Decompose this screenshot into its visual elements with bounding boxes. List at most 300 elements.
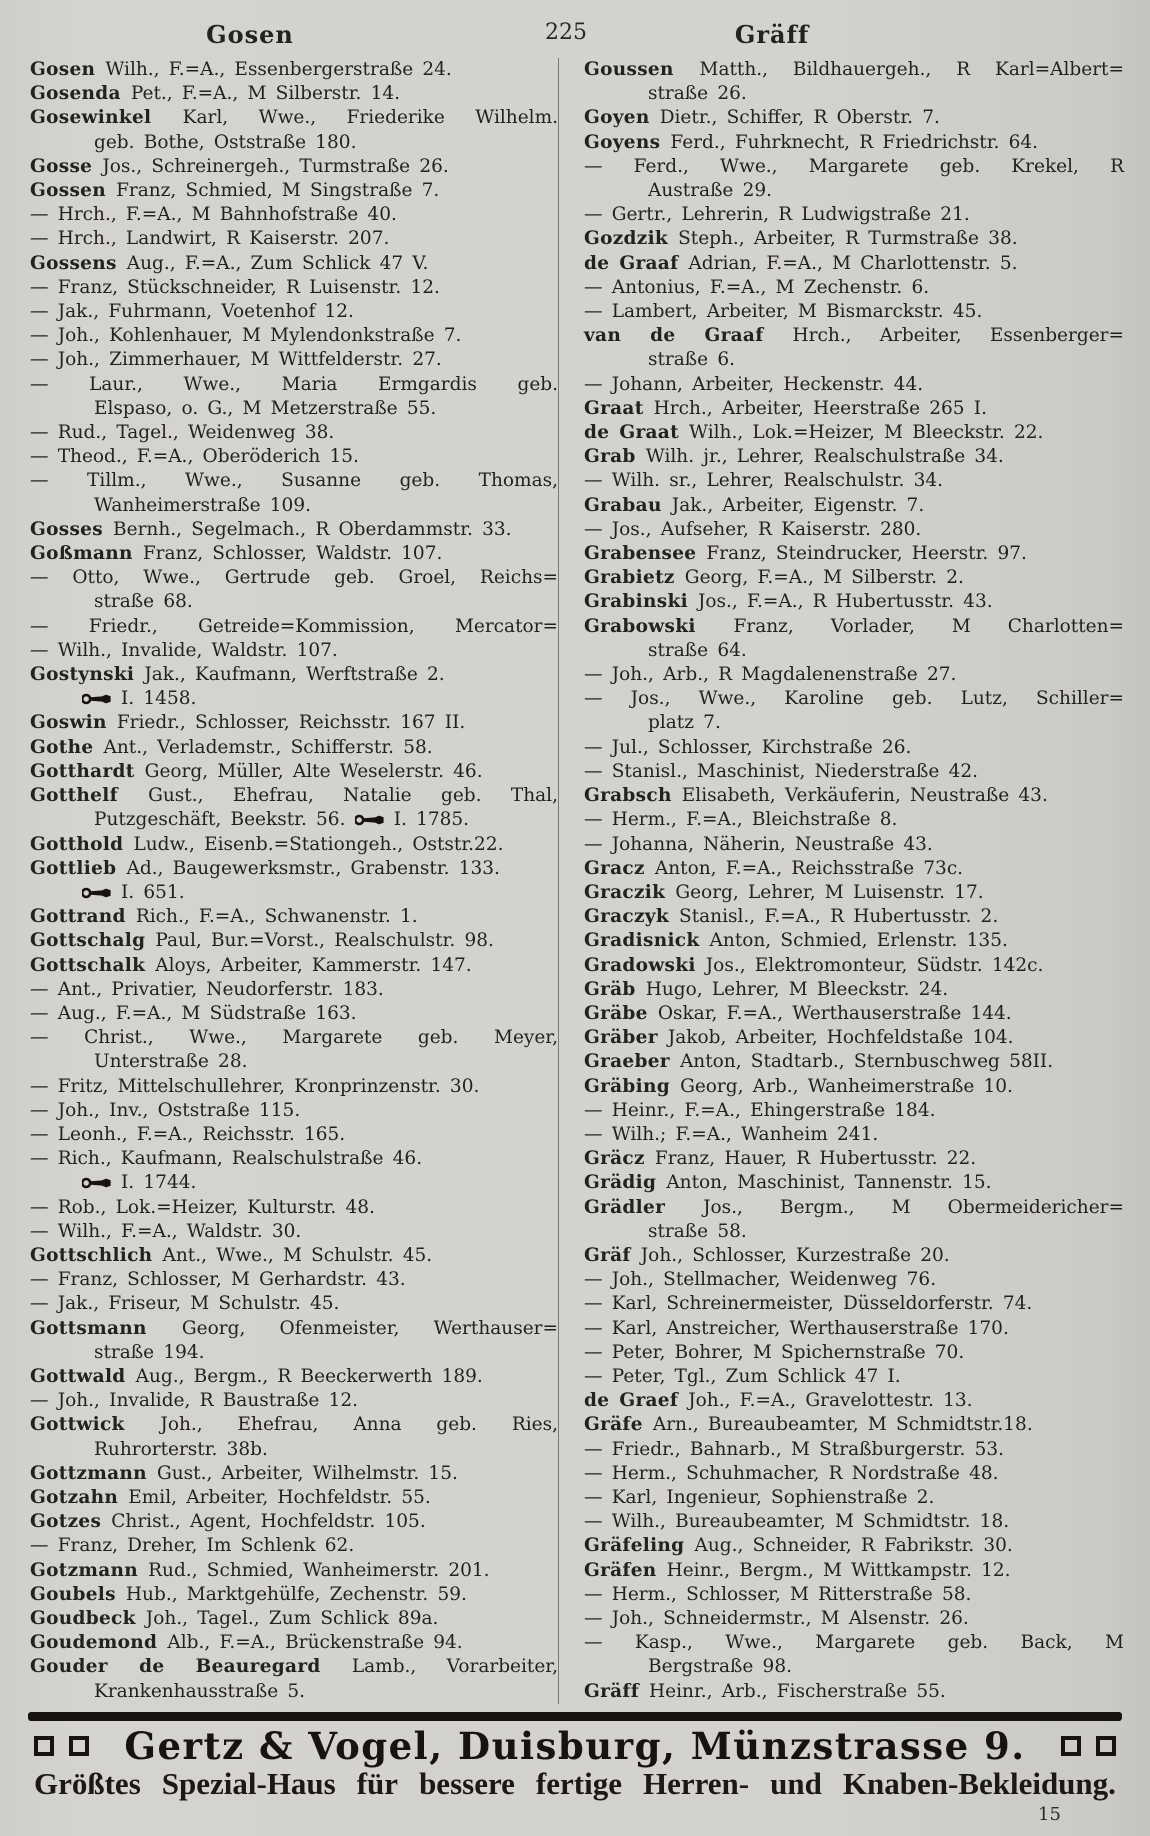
- entry-main-line: [584, 857, 1124, 881]
- entry-text: Aug., Bergm., R Beeckerwerth 189.: [135, 1365, 483, 1387]
- entry-surname: Gostynski: [30, 664, 145, 686]
- entry-text: Gust., Arbeiter, Wilhelmstr. 15.: [156, 1462, 458, 1484]
- entry-surname: Goyens: [584, 131, 671, 153]
- entry-text: — Friedr., Bahnarb., M Straßburgerstr. 53.: [584, 1438, 1005, 1460]
- entry-text: Aloys, Arbeiter, Kammerstr. 147.: [155, 954, 472, 976]
- entry-main-line: [584, 1292, 1124, 1316]
- entry-continuation-line: straße 194.: [94, 1341, 205, 1363]
- entry-main-line: [30, 857, 558, 881]
- directory-entry: [584, 227, 1124, 251]
- directory-entry: [584, 58, 1124, 106]
- entry-main-line: [30, 929, 558, 953]
- entry-surname: van de Graaf: [584, 325, 793, 347]
- directory-entry: [584, 1438, 1124, 1462]
- directory-entry: [584, 1292, 1124, 1316]
- directory-entry: [584, 808, 1124, 832]
- entry-text: — Hrch., Landwirt, R Kaiserstr. 207.: [30, 228, 390, 250]
- directory-entry: [30, 469, 558, 517]
- entry-main-line: [584, 1268, 1124, 1292]
- directory-entry: [30, 179, 558, 203]
- entry-text: Franz, Schmied, M Singstraße 7.: [116, 180, 440, 202]
- entry-text: — Rob., Lok.=Heizer, Kulturstr. 48.: [30, 1196, 375, 1218]
- entry-text: — Karl, Anstreicher, Werthauserstraße 170.: [584, 1317, 1009, 1339]
- entry-main-line: [30, 1486, 558, 1510]
- phone-number: I. 1744.: [121, 1172, 197, 1194]
- phone-number: I. 1785.: [393, 809, 470, 831]
- entry-main-line: [30, 833, 558, 857]
- directory-entry: [584, 1147, 1124, 1171]
- entry-main-line: [584, 1583, 1124, 1607]
- entry-surname: Graat: [584, 397, 654, 419]
- entry-surname: Gossens: [30, 252, 127, 274]
- entry-text: Adrian, F.=A., M Charlottenstr. 5.: [688, 252, 1018, 274]
- entry-surname: Gotzes: [30, 1511, 112, 1533]
- entry-main-line: [584, 1026, 1124, 1050]
- directory-entry: [30, 1510, 558, 1534]
- entry-text: Wilh., Lok.=Heizer, M Bleeckstr. 22.: [689, 422, 1044, 444]
- entry-text: Jak., Kaufmann, Werftstraße 2.: [144, 664, 445, 686]
- entry-surname: Grab: [584, 446, 646, 468]
- ad-subtitle-word: Knaben-Bekleidung.: [842, 1766, 1116, 1801]
- directory-entry: [30, 1123, 558, 1147]
- entry-main-line: [30, 1026, 558, 1050]
- directory-entry: [30, 1075, 558, 1099]
- entry-text: — Aug., F.=A., M Südstraße 163.: [30, 1002, 357, 1024]
- directory-entry: [584, 1631, 1124, 1679]
- entry-main-line: [584, 590, 1124, 614]
- directory-entry: [30, 566, 558, 614]
- entry-continuation-line: Krankenhausstraße 5.: [94, 1680, 306, 1702]
- header-keyword-left: Gosen: [206, 20, 294, 49]
- directory-entry: [584, 469, 1124, 493]
- entry-surname: Gottschalk: [30, 954, 156, 976]
- entry-continuation-line: Wanheimerstraße 109.: [94, 494, 311, 516]
- entry-text: — Ant., Privatier, Neudorferstr. 183.: [30, 978, 384, 1000]
- directory-entry: [584, 736, 1124, 760]
- entry-surname: Gradisnick: [584, 930, 710, 952]
- entry-main-line: [584, 1413, 1124, 1437]
- directory-entry: [584, 1462, 1124, 1486]
- entry-surname: Gozdzik: [584, 228, 679, 250]
- entry-surname: Gräfe: [584, 1414, 653, 1436]
- entry-text: — Hrch., F.=A., M Bahnhofstraße 40.: [30, 204, 397, 226]
- entry-text: — Joh., Kohlenhauer, M Mylendonkstraße 7.: [30, 325, 462, 347]
- entry-main-line: [584, 58, 1124, 82]
- header-keyword-right: Gräff: [734, 20, 810, 49]
- directory-entry: [30, 106, 558, 154]
- directory-entry: [30, 905, 558, 929]
- entry-continuation-line: straße 6.: [648, 349, 735, 371]
- entry-text: Wilh. jr., Lehrer, Realschulstraße 34.: [645, 446, 1004, 468]
- entry-surname: Gothe: [30, 736, 104, 758]
- entry-text: Oskar, F.=A., Werthauserstraße 144.: [657, 1002, 1012, 1024]
- entry-text: Georg, Müller, Alte Weselerstr. 46.: [144, 760, 483, 782]
- entry-main-line: [30, 1655, 558, 1679]
- ad-subtitle-word: für: [356, 1766, 399, 1801]
- entry-surname: Grädler: [584, 1196, 704, 1218]
- entry-text: — Otto, Wwe., Gertrude geb. Groel, Reichs=: [30, 567, 558, 589]
- entry-surname: Goyen: [584, 107, 660, 129]
- entry-text: — Jos., Wwe., Karoline geb. Lutz, Schiller=: [584, 688, 1124, 710]
- directory-entry: [30, 954, 558, 978]
- entry-main-line: [584, 469, 1124, 493]
- entry-main-line: [584, 1317, 1124, 1341]
- entry-text: Anton, Schmied, Erlenstr. 135.: [709, 930, 1008, 952]
- entry-text: — Jak., Fuhrmann, Voetenhof 12.: [30, 301, 354, 323]
- entry-main-line: [584, 1486, 1124, 1510]
- entry-main-line: [30, 1147, 558, 1171]
- directory-entry: [584, 566, 1124, 590]
- entry-main-line: [584, 566, 1124, 590]
- entry-main-line: [584, 1244, 1124, 1268]
- entry-text: — Wilh.; F.=A., Wanheim 241.: [584, 1123, 879, 1145]
- directory-entry: [30, 1220, 558, 1244]
- entry-main-line: [30, 324, 558, 348]
- entry-surname: Gosewinkel: [30, 107, 183, 129]
- entry-text: Friedr., Schlosser, Reichsstr. 167 II.: [116, 712, 466, 734]
- ad-subtitle-word: fertige: [535, 1766, 622, 1801]
- entry-text: Hugo, Lehrer, M Bleeckstr. 24.: [645, 978, 949, 1000]
- entry-main-line: [30, 1220, 558, 1244]
- directory-entry: [30, 373, 558, 421]
- entry-main-line: [30, 1365, 558, 1389]
- entry-continuation-line: geb. Bothe, Oststraße 180.: [94, 131, 357, 153]
- directory-entry: [30, 1486, 558, 1510]
- entry-main-line: [584, 1075, 1124, 1099]
- directory-entry: [584, 881, 1124, 905]
- entry-text: Steph., Arbeiter, R Turmstraße 38.: [678, 228, 1018, 250]
- directory-entry: [584, 1050, 1124, 1074]
- entry-main-line: [584, 1147, 1124, 1171]
- directory-entry: [584, 1268, 1124, 1292]
- advertisement-headline: [34, 1724, 1116, 1768]
- directory-entry: [30, 1413, 558, 1461]
- entry-text: Wilh., F.=A., Essenbergerstraße 24.: [105, 59, 452, 80]
- directory-entry: [584, 663, 1124, 687]
- entry-continuation-line: Unterstraße 28.: [94, 1051, 248, 1073]
- page-header: [0, 20, 1150, 56]
- entry-text: — Johann, Arbeiter, Heckenstr. 44.: [584, 373, 924, 395]
- entry-text: — Herm., F.=A., Bleichstraße 8.: [584, 809, 898, 831]
- entry-main-line: [30, 1462, 558, 1486]
- entry-text: — Jak., Friseur, M Schulstr. 45.: [30, 1293, 340, 1315]
- entry-surname: Gräf: [584, 1244, 641, 1266]
- ad-decor-right: [1061, 1736, 1116, 1756]
- entry-main-line: [30, 1292, 558, 1316]
- entry-text: Franz, Schlosser, Waldstr. 107.: [142, 543, 443, 565]
- entry-main-line: [30, 155, 558, 179]
- entry-surname: Gräber: [584, 1027, 668, 1049]
- directory-entry: [584, 905, 1124, 929]
- entry-surname: Gottschalg: [30, 930, 156, 952]
- entry-surname: Gosses: [30, 518, 114, 540]
- entry-text: — Tillm., Wwe., Susanne geb. Thomas,: [30, 470, 558, 492]
- directory-entry: [30, 1534, 558, 1558]
- entry-main-line: [30, 1559, 558, 1583]
- directory-entry: [30, 252, 558, 276]
- entry-surname: Grabietz: [584, 567, 685, 589]
- directory-entry: [30, 324, 558, 348]
- entry-text: — Joh., Inv., Oststraße 115.: [30, 1099, 301, 1121]
- entry-surname: Graeber: [584, 1051, 680, 1073]
- entry-continuation-line: Elspaso, o. G., M Metzerstraße 55.: [94, 397, 437, 419]
- entry-main-line: [584, 615, 1124, 639]
- entry-text: — Karl, Ingenieur, Sophienstraße 2.: [584, 1486, 935, 1508]
- directory-entry: [584, 1317, 1124, 1341]
- directory-entry: [584, 445, 1124, 469]
- entry-text: Georg, F.=A., M Silberstr. 2.: [684, 567, 964, 589]
- entry-continuation-line: straße 26.: [648, 83, 747, 105]
- entry-text: — Ferd., Wwe., Margarete geb. Krekel, R: [584, 155, 1124, 177]
- entry-text: — Joh., Stellmacher, Weidenweg 76.: [584, 1269, 937, 1291]
- entry-surname: Grabau: [584, 494, 672, 516]
- directory-entry: [30, 1631, 558, 1655]
- entry-main-line: [584, 1631, 1124, 1655]
- directory-entry: [584, 1341, 1124, 1365]
- entry-surname: Gotzmann: [30, 1559, 149, 1581]
- entry-main-line: [30, 1268, 558, 1292]
- entry-text: — Wilh., Invalide, Waldstr. 107.: [30, 639, 338, 661]
- entry-surname: Gottwick: [30, 1414, 161, 1436]
- entry-main-line: [30, 203, 558, 227]
- entry-main-line: [584, 1462, 1124, 1486]
- entry-text: Franz, Vorlader, M Charlotten=: [733, 615, 1124, 637]
- directory-entry: [30, 1292, 558, 1316]
- directory-entry: [584, 978, 1124, 1002]
- directory-entry: [584, 324, 1124, 372]
- entry-main-line: [30, 348, 558, 372]
- entry-main-line: [584, 954, 1124, 978]
- entry-text: — Rud., Tagel., Weidenweg 38.: [30, 422, 335, 444]
- entry-surname: Goudemond: [30, 1632, 168, 1654]
- entry-main-line: [30, 58, 558, 82]
- entry-text: Gust., Ehefrau, Natalie geb. Thal,: [148, 785, 558, 807]
- directory-entry: [30, 1389, 558, 1413]
- directory-entry: [584, 1583, 1124, 1607]
- entry-surname: Gottrand: [30, 906, 136, 928]
- entry-surname: Graczik: [584, 881, 676, 903]
- entry-text: Rich., F.=A., Schwanenstr. 1.: [135, 906, 418, 928]
- entry-surname: Gräff: [584, 1680, 650, 1702]
- entry-surname: Grabensee: [584, 543, 707, 565]
- entry-text: Ad., Baugewerksmstr., Grabenstr. 133.: [126, 857, 500, 879]
- entry-main-line: [584, 324, 1124, 348]
- phone-number: I. 651.: [121, 881, 185, 903]
- entry-main-line: [584, 203, 1124, 227]
- directory-entry: [584, 494, 1124, 518]
- directory-entry: [30, 1268, 558, 1292]
- entry-surname: Gräb: [584, 978, 646, 1000]
- entry-main-line: [584, 663, 1124, 687]
- entry-surname: Gracz: [584, 857, 655, 879]
- entry-text: — Christ., Wwe., Margarete geb. Meyer,: [30, 1027, 558, 1049]
- entry-text: — Joh., Zimmerhauer, M Wittfelderstr. 27.: [30, 349, 442, 371]
- entry-text: Christ., Agent, Hochfeldstr. 105.: [111, 1511, 426, 1533]
- entry-text: Franz, Hauer, R Hubertusstr. 22.: [654, 1148, 977, 1170]
- page-number: 225: [545, 20, 587, 45]
- directory-entry: [584, 1002, 1124, 1026]
- entry-main-line: [584, 252, 1124, 276]
- entry-main-line: [584, 1099, 1124, 1123]
- directory-columns: [30, 58, 1124, 1704]
- entry-text: Joh., Tagel., Zum Schlick 89a.: [145, 1608, 439, 1629]
- entry-text: Emil, Arbeiter, Hochfeldstr. 55.: [128, 1486, 431, 1508]
- entry-text: Jos., F.=A., R Hubertusstr. 43.: [697, 591, 993, 613]
- directory-entry: [584, 687, 1124, 735]
- entry-main-line: [30, 300, 558, 324]
- sheet-number: 15: [1038, 1804, 1061, 1825]
- directory-entry: [30, 276, 558, 300]
- entry-main-line: [30, 1389, 558, 1413]
- entry-text: Ant., Verlademstr., Schifferstr. 58.: [103, 736, 433, 758]
- entry-surname: Graczyk: [584, 906, 680, 928]
- entry-main-line: [584, 1510, 1124, 1534]
- entry-surname: Goudbeck: [30, 1608, 146, 1629]
- entry-text: Jos., Bergm., M Obermeidericher=: [703, 1196, 1124, 1218]
- directory-entry: [30, 833, 558, 857]
- directory-entry: [584, 1026, 1124, 1050]
- directory-entry: [584, 300, 1124, 324]
- entry-main-line: [30, 421, 558, 445]
- entry-main-line: [30, 1607, 558, 1631]
- directory-entry: [584, 1244, 1124, 1268]
- directory-entry: [584, 833, 1124, 857]
- entry-main-line: [30, 615, 558, 639]
- directory-entry: [584, 131, 1124, 155]
- entry-main-line: [30, 736, 558, 760]
- entry-main-line: [584, 929, 1124, 953]
- entry-surname: Gräbe: [584, 1002, 658, 1024]
- entry-main-line: [30, 542, 558, 566]
- entry-main-line: [584, 494, 1124, 518]
- ad-decor-left: [34, 1736, 89, 1756]
- telephone-icon: [82, 1177, 112, 1189]
- entry-text: Heinr., Bergm., M Wittkampstr. 12.: [666, 1559, 1011, 1581]
- entry-main-line: [584, 1559, 1124, 1583]
- entry-text: — Franz, Schlosser, M Gerhardstr. 43.: [30, 1269, 406, 1291]
- footer-divider-rule: [28, 1712, 1122, 1721]
- entry-text: — Theod., F.=A., Oberöderich 15.: [30, 446, 359, 468]
- entry-text: Rud., Schmied, Wanheimerstr. 201.: [148, 1559, 490, 1581]
- entry-main-line: [30, 760, 558, 784]
- directory-entry: [30, 1559, 558, 1583]
- entry-text: Anton, F.=A., Reichsstraße 73c.: [654, 857, 964, 879]
- entry-main-line: [584, 1680, 1124, 1704]
- directory-entry: [584, 1534, 1124, 1558]
- entry-text: Alb., F.=A., Brückenstraße 94.: [167, 1632, 463, 1654]
- entry-surname: Goubels: [30, 1583, 126, 1605]
- ad-subtitle-word: Größtes: [34, 1766, 141, 1801]
- entry-continuation-line: straße 68.: [94, 591, 193, 613]
- directory-entry: [584, 397, 1124, 421]
- entry-text: — Wilh., Bureaubeamter, M Schmidtstr. 18.: [584, 1511, 1010, 1533]
- telephone-icon: [82, 887, 112, 899]
- entry-text: Arn., Bureaubeamter, M Schmidtstr.18.: [652, 1414, 1033, 1436]
- entry-main-line: [584, 276, 1124, 300]
- entry-surname: Gossen: [30, 180, 117, 202]
- entry-text: Georg, Lehrer, M Luisenstr. 17.: [675, 881, 984, 903]
- directory-entry: [30, 542, 558, 566]
- entry-text: — Joh., Arb., R Magdalenenstraße 27.: [584, 664, 957, 686]
- entry-text: Jakob, Arbeiter, Hochfeldstaße 104.: [667, 1027, 1014, 1049]
- directory-entry: [30, 711, 558, 735]
- entry-main-line: [30, 1123, 558, 1147]
- entry-main-line: [584, 833, 1124, 857]
- entry-text: Bernh., Segelmach., R Oberdammstr. 33.: [113, 518, 512, 540]
- entry-main-line: [584, 760, 1124, 784]
- entry-text: Heinr., Arb., Fischerstraße 55.: [649, 1680, 946, 1702]
- entry-phone-line: [30, 1171, 558, 1195]
- telephone-icon: [82, 693, 112, 705]
- ad-title-text: Gertz & Vogel, Duisburg, Münzstrasse 9.: [124, 1724, 1026, 1768]
- entry-text: Aug., Schneider, R Fabrikstr. 30.: [694, 1535, 1013, 1557]
- entry-surname: Grabinski: [584, 591, 698, 613]
- entry-main-line: [30, 566, 558, 590]
- entry-text: Georg, Ofenmeister, Werthauser=: [181, 1317, 558, 1339]
- entry-main-line: [584, 106, 1124, 130]
- directory-entry: [30, 663, 558, 711]
- entry-main-line: [584, 808, 1124, 832]
- entry-main-line: [584, 1171, 1124, 1195]
- entry-text: — Rich., Kaufmann, Realschulstraße 46.: [30, 1148, 423, 1170]
- directory-entry: [584, 106, 1124, 130]
- entry-surname: Goßmann: [30, 543, 143, 565]
- entry-surname: Gräfen: [584, 1559, 667, 1581]
- entry-text: Hub., Marktgehülfe, Zechenstr. 59.: [125, 1583, 467, 1605]
- entry-main-line: [584, 978, 1124, 1002]
- entry-text: Ludw., Eisenb.=Stationgeh., Oststr.22.: [133, 833, 504, 855]
- phone-number: I. 1458.: [121, 688, 197, 710]
- entry-text: Jak., Arbeiter, Eigenstr. 7.: [671, 494, 925, 516]
- entry-main-line: [30, 106, 558, 130]
- entry-surname: Grabsch: [584, 785, 682, 807]
- entry-text: Karl, Wwe., Friederike Wilhelm.: [182, 107, 558, 129]
- entry-main-line: [30, 469, 558, 493]
- entry-text: Anton, Maschinist, Tannenstr. 15.: [666, 1172, 992, 1194]
- entry-surname: Goswin: [30, 712, 117, 734]
- entry-main-line: [30, 276, 558, 300]
- entry-main-line: [30, 1099, 558, 1123]
- directory-entry: [30, 227, 558, 251]
- hollow-square-icon: [34, 1736, 54, 1756]
- entry-text: — Jul., Schlosser, Kirchstraße 26.: [584, 736, 912, 758]
- ad-subtitle-word: Spezial-Haus: [161, 1766, 336, 1801]
- entry-text: Pet., F.=A., M Silberstr. 14.: [130, 83, 401, 105]
- entry-main-line: [584, 1196, 1124, 1220]
- entry-surname: Grabowski: [584, 615, 734, 637]
- entry-main-line: [584, 421, 1124, 445]
- directory-entry: [30, 1196, 558, 1220]
- entry-surname: de Graat: [584, 422, 690, 444]
- directory-entry: [584, 1123, 1124, 1147]
- ad-subtitle-word: und: [770, 1766, 822, 1801]
- directory-entry: [584, 760, 1124, 784]
- entry-main-line: [584, 518, 1124, 542]
- directory-entry: [30, 978, 558, 1002]
- entry-continuation-line: straße 58.: [648, 1220, 747, 1242]
- entry-text: Georg, Arb., Wanheimerstraße 10.: [680, 1075, 1013, 1097]
- entry-surname: Grädig: [584, 1172, 667, 1194]
- directory-entry: [30, 445, 558, 469]
- entry-main-line: [30, 252, 558, 276]
- entry-text: — Fritz, Mittelschullehrer, Kronprinzenstr. 30.: [30, 1075, 480, 1097]
- entry-surname: Gottsmann: [30, 1317, 182, 1339]
- directory-entry: [30, 1462, 558, 1486]
- entry-main-line: [30, 227, 558, 251]
- entry-text: — Jos., Aufseher, R Kaiserstr. 280.: [584, 518, 922, 540]
- directory-entry: [30, 1583, 558, 1607]
- entry-phone-line: [30, 881, 558, 905]
